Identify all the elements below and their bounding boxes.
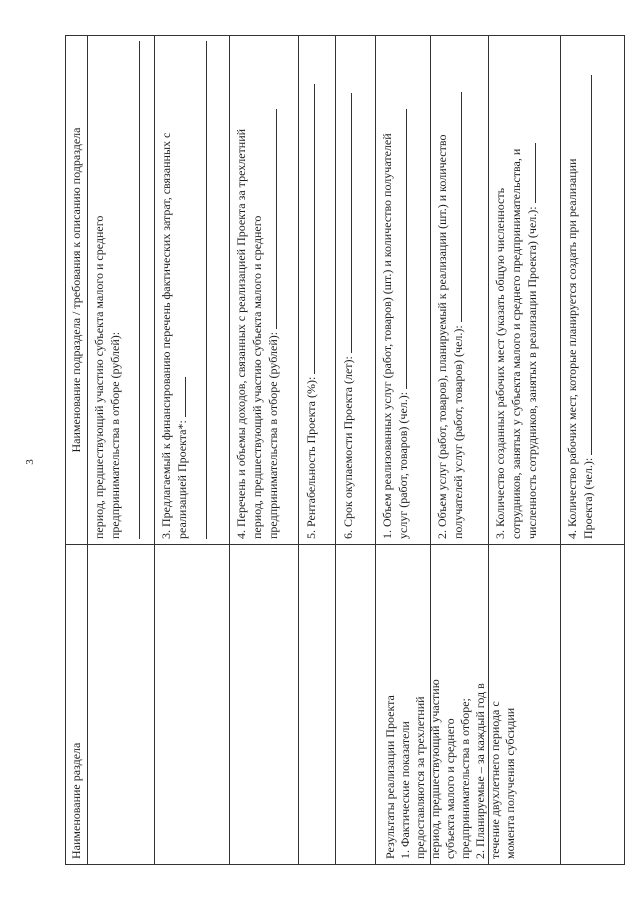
column-header-requirements: Наименование подраздела / требования к описанию подраздела xyxy=(69,127,83,453)
table-row-continued-2 xyxy=(154,35,229,865)
answer-blank[interactable] xyxy=(265,109,277,329)
row-text-continued-2: 3. Предлагаемый к финансированию перечень фактических затрат, связанных с реализацией Проекта*: xyxy=(158,41,207,539)
answer-blank[interactable] xyxy=(174,377,186,417)
column-header-section: Наименование раздела xyxy=(69,742,83,859)
row-text-results-1: 1. Объем реализованных услуг (работ, товаров) (шт.) и количество получателей услуг (работ, товаров) (чел.): xyxy=(379,41,411,539)
table-row-results-4 xyxy=(560,35,625,865)
answer-line[interactable] xyxy=(127,41,140,539)
table-header-row xyxy=(65,35,87,865)
answer-blank[interactable] xyxy=(450,92,462,322)
row-text-continued-1: период, предшествующий участию субъекта малого и среднего предпринимательства в отборе (рублей): xyxy=(91,41,140,539)
answer-blank[interactable] xyxy=(340,93,352,353)
answer-blank[interactable] xyxy=(303,84,315,374)
row-text-results-4: 4. Количество рабочих мест, которые планируется создать при реализации Проекта) (чел.): xyxy=(564,41,596,539)
table-row-continued-3 xyxy=(229,35,298,865)
section-divider xyxy=(375,545,376,865)
row-text-results-3: 3. Количество созданных рабочих мест (указать общую численность сотрудников, занятых у субъекта малого и среднего предпринимательства, и численность сотрудников, занятых в реализации Проекта) (чел.): xyxy=(492,41,540,539)
column-separator xyxy=(65,544,625,545)
answer-blank[interactable] xyxy=(580,75,592,455)
table-row-continued-1 xyxy=(87,35,154,865)
answer-line[interactable] xyxy=(194,41,207,539)
row-text-continued-4: 5. Рентабельность Проекта (%): xyxy=(303,41,319,539)
results-section-name: Результаты реализации Проекта 1. Фактические показатели предоставляются за трехлетний период, предшествующий участию субъекта малого и среднего предпринимательства в отборе; 2. Планируемые – за каждый год в течение двухлетнего периода с момента получения субсидии xyxy=(383,679,517,859)
table-row-continued-4 xyxy=(298,35,335,865)
row-text-continued-5: 6. Срок окупаемости Проекта (лет): xyxy=(340,41,356,539)
row-text-results-2: 2. Объем услуг (работ, товаров), планируемый к реализации (шт.) и количество получателей услуг (работ, товаров) (чел.): xyxy=(434,41,466,539)
answer-blank[interactable] xyxy=(395,109,407,389)
row-text-continued-3: 4. Перечень и объемы доходов, связанных с реализацией Проекта за трехлетний период, предшествующий участию субъекта малого и среднего предпринимательства в отборе (рублей): xyxy=(233,41,281,539)
page-number: 3 xyxy=(24,459,36,465)
rotated-table xyxy=(65,35,625,865)
answer-blank[interactable] xyxy=(524,143,536,203)
table-row-continued-5 xyxy=(335,35,375,865)
